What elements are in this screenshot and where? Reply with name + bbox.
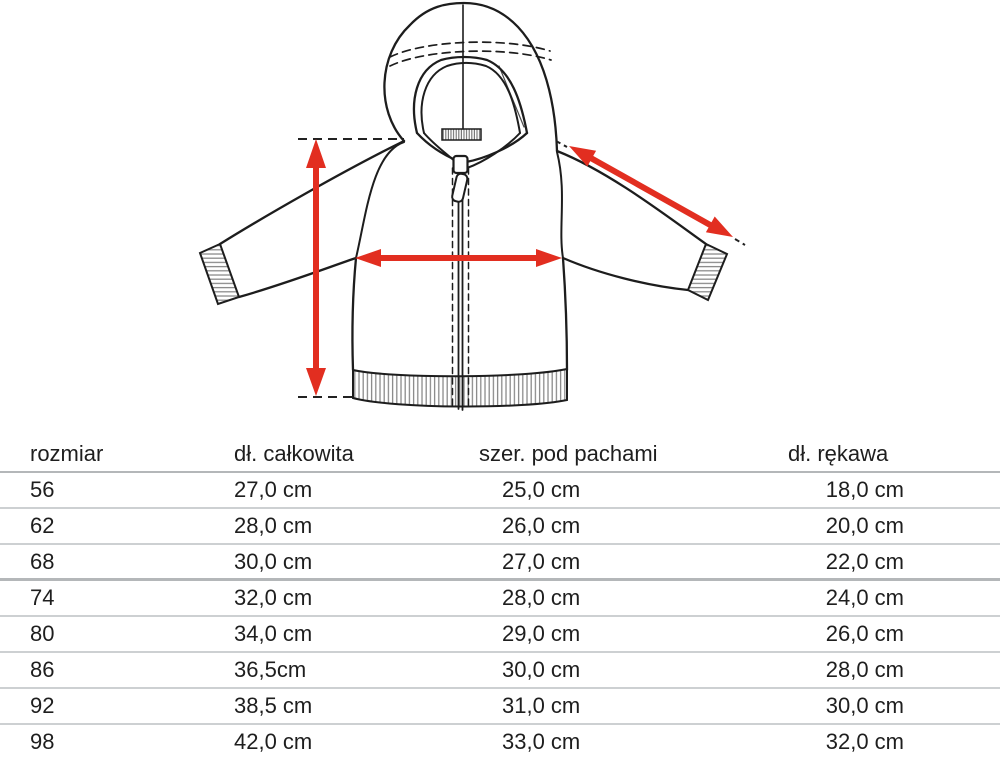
sleeve-length-arrow bbox=[569, 146, 733, 237]
size-value: 98 bbox=[30, 729, 55, 754]
hem-rib bbox=[353, 369, 567, 407]
left-raglan-seam bbox=[356, 142, 404, 258]
zipper bbox=[451, 156, 468, 410]
total-length-arrow bbox=[306, 139, 326, 396]
table-row bbox=[0, 473, 1000, 509]
column-header-chest-width: szer. pod pachami bbox=[479, 441, 658, 466]
table-row bbox=[0, 725, 1000, 757]
sleeve-length-value: 28,0 cm bbox=[825, 657, 904, 682]
table-row bbox=[0, 581, 1000, 617]
table-row bbox=[0, 653, 1000, 689]
right-sleeve-bottom-edge bbox=[563, 258, 688, 290]
hood bbox=[384, 3, 557, 168]
table-row bbox=[0, 545, 1000, 581]
right-sleeve-top-edge bbox=[557, 151, 706, 244]
zipper-pull bbox=[451, 173, 468, 203]
table-row bbox=[0, 617, 1000, 653]
total-length-value: 42,0 cm bbox=[234, 729, 313, 754]
left-sleeve-bottom-edge bbox=[239, 258, 356, 297]
chest-width-value: 25,0 cm bbox=[502, 477, 581, 502]
total-length-value: 27,0 cm bbox=[234, 477, 313, 502]
sleeve-length-value: 26,0 cm bbox=[825, 621, 904, 646]
total-length-value: 34,0 cm bbox=[234, 621, 313, 646]
measurement-guides bbox=[298, 139, 745, 397]
zipper-slider bbox=[454, 156, 468, 173]
right-cuff-rib bbox=[688, 244, 727, 300]
size-value: 68 bbox=[30, 548, 55, 574]
left-cuff-rib bbox=[200, 244, 239, 304]
right-raglan-seam bbox=[557, 152, 563, 258]
size-value: 86 bbox=[30, 657, 55, 682]
chest-width-value: 26,0 cm bbox=[502, 513, 581, 538]
sleeve-length-value: 24,0 cm bbox=[825, 585, 904, 610]
size-value: 74 bbox=[30, 585, 55, 610]
size-table bbox=[0, 437, 1000, 757]
guide-sleeve-dash-lower bbox=[735, 239, 745, 245]
sleeve-length-value: 32,0 cm bbox=[825, 729, 904, 754]
sleeve-length-value: 30,0 cm bbox=[825, 693, 904, 718]
chest-width-value: 29,0 cm bbox=[502, 621, 581, 646]
total-length-value: 28,0 cm bbox=[234, 513, 313, 538]
table-row bbox=[0, 509, 1000, 545]
total-length-value: 32,0 cm bbox=[234, 585, 313, 610]
chest-width-value: 31,0 cm bbox=[502, 693, 581, 718]
table-header-row bbox=[0, 437, 1000, 473]
column-header-total-length: dł. całkowita bbox=[234, 441, 354, 466]
sleeve-length-value: 20,0 cm bbox=[825, 513, 904, 538]
sleeve-length-value: 18,0 cm bbox=[825, 477, 904, 502]
chest-width-value: 28,0 cm bbox=[502, 585, 581, 610]
torso-right-edge bbox=[563, 258, 567, 370]
table-row bbox=[0, 689, 1000, 725]
chest-width-value: 33,0 cm bbox=[502, 729, 581, 754]
size-value: 56 bbox=[30, 477, 55, 502]
size-value: 92 bbox=[30, 693, 55, 718]
chest-width-value: 30,0 cm bbox=[502, 657, 581, 682]
total-length-value: 30,0 cm bbox=[234, 548, 313, 574]
total-length-value: 38,5 cm bbox=[234, 693, 313, 718]
chest-width-value: 27,0 cm bbox=[502, 548, 581, 574]
collar-rib bbox=[442, 129, 481, 140]
column-header-sleeve-length: dł. rękawa bbox=[788, 441, 889, 466]
size-value: 80 bbox=[30, 621, 55, 646]
size-value: 62 bbox=[30, 513, 55, 538]
column-header-rozmiar: rozmiar bbox=[30, 441, 104, 466]
torso-left-edge bbox=[352, 258, 356, 370]
total-length-value: 36,5cm bbox=[234, 657, 307, 682]
sleeve-length-value: 22,0 cm bbox=[825, 548, 904, 574]
